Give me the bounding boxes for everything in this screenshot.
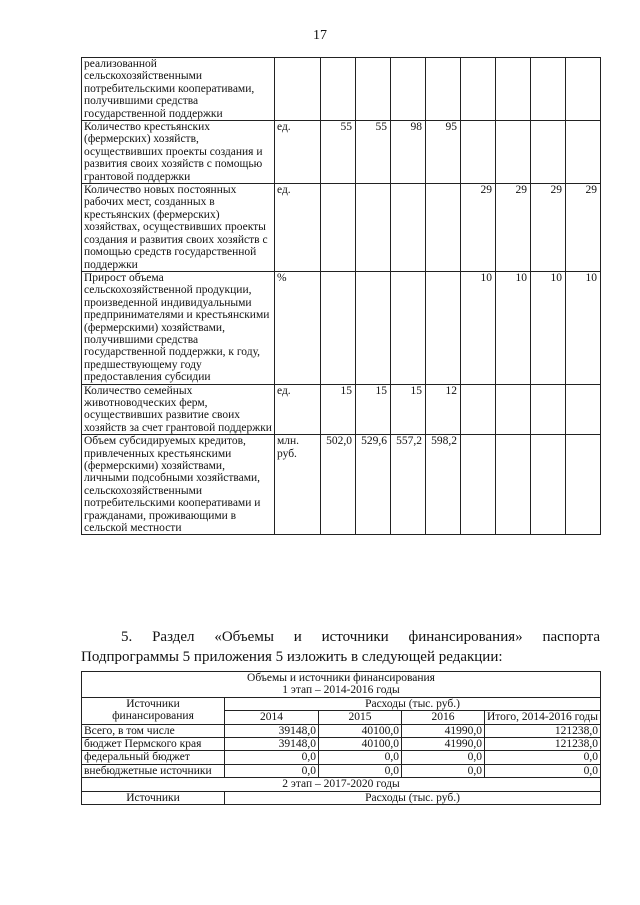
sources-header: Источники финансирования [82,697,225,724]
indicator-value: 29 [531,184,566,272]
indicator-row [82,184,601,272]
indicator-unit: % [275,271,321,384]
indicator-name: Объем субсидируемых кредитов, привлеченных крестьянскими (фермерскими) хозяйствами, личными подсобными хозяйствами, сельскохозяйственными потребительскими кооперативами и гражданами, проживающими в сельской местности [82,435,275,535]
financing-source: Всего, в том числе [82,724,225,737]
indicator-value: 29 [461,184,496,272]
indicator-value [566,384,601,435]
indicator-value: 98 [391,121,426,184]
indicator-name: Количество крестьянских (фермерских) хозяйств, осуществивших проекты создания и развития своих хозяйств с помощью грантовой поддержки [82,121,275,184]
financing-value: 0,0 [402,751,485,764]
indicator-value [496,435,531,535]
indicator-value [391,271,426,384]
indicator-value: 598,2 [426,435,461,535]
indicator-value: 502,0 [321,435,356,535]
indicator-value: 10 [461,271,496,384]
year-header: 2015 [319,711,402,724]
indicator-value [426,271,461,384]
year-header: 2016 [402,711,485,724]
indicator-value: 55 [356,121,391,184]
indicator-value [391,184,426,272]
indicator-value [461,435,496,535]
indicator-value [496,121,531,184]
indicator-value [461,384,496,435]
indicator-row [82,435,601,535]
indicator-value [566,121,601,184]
financing-title-row [82,672,601,698]
financing-value: 0,0 [319,764,402,777]
financing-value: 0,0 [225,751,319,764]
indicator-value: 12 [426,384,461,435]
indicator-name: Количество семейных животноводческих ферм, осуществивших развитие своих хозяйств за счет грантовой поддержки [82,384,275,435]
financing-value: 0,0 [225,764,319,777]
indicator-value [496,58,531,121]
indicator-unit: ед. [275,121,321,184]
paragraph-line-2: Подпрограммы 5 приложения 5 изложить в следующей редакции: [81,649,503,665]
indicator-value [321,58,356,121]
indicator-name: реализованной сельскохозяйственными потребительскими кооперативами, получившими средства государственной поддержки [82,58,275,121]
page-number: 17 [313,28,327,43]
financing-value: 0,0 [319,751,402,764]
expenses-header: Расходы (тыс. руб.) [225,697,601,710]
indicator-row [82,58,601,121]
financing-row [82,751,601,764]
financing-value: 121238,0 [485,724,601,737]
indicator-row [82,271,601,384]
indicator-value: 10 [566,271,601,384]
indicator-value: 15 [391,384,426,435]
indicator-value: 95 [426,121,461,184]
indicator-value: 557,2 [391,435,426,535]
financing-value: 0,0 [485,751,601,764]
sources-header-2: Источники [82,791,225,804]
financing-source: внебюджетные источники [82,764,225,777]
financing-source: бюджет Пермского края [82,738,225,751]
year-header: Итого, 2014-2016 годы [485,711,601,724]
financing-value: 40100,0 [319,738,402,751]
indicator-value: 29 [496,184,531,272]
indicator-value: 15 [321,384,356,435]
indicator-name: Количество новых постоянных рабочих мест, созданных в крестьянских (фермерских) хозяйствах, осуществивших проекты создания и развития своих хозяйств с помощью средств государственной поддержки [82,184,275,272]
indicator-unit: млн. руб. [275,435,321,535]
indicator-value [461,58,496,121]
indicator-value: 15 [356,384,391,435]
indicator-unit [275,58,321,121]
indicator-value [531,58,566,121]
indicator-value: 10 [496,271,531,384]
financing-row [82,764,601,777]
indicator-value: 10 [531,271,566,384]
indicator-value [461,121,496,184]
indicator-row [82,384,601,435]
financing-row [82,738,601,751]
indicator-value [531,384,566,435]
financing-value: 0,0 [402,764,485,777]
indicator-value [426,58,461,121]
financing-value: 0,0 [485,764,601,777]
stage2-header: 2 этап – 2017-2020 годы [82,778,601,791]
indicators-table [81,57,601,535]
indicator-value [356,184,391,272]
indicator-value [391,58,426,121]
indicator-value [356,58,391,121]
indicator-value: 29 [566,184,601,272]
indicator-value [426,184,461,272]
indicator-row [82,121,601,184]
financing-value: 41990,0 [402,724,485,737]
indicator-value: 55 [321,121,356,184]
indicator-value [566,435,601,535]
indicator-value [496,384,531,435]
financing-value: 40100,0 [319,724,402,737]
financing-table [81,671,601,805]
financing-source: федеральный бюджет [82,751,225,764]
paragraph-line-1: 5. Раздел «Объемы и источники финансирования» паспорта [121,629,601,645]
indicator-value [321,184,356,272]
indicator-value [531,435,566,535]
indicator-value [566,58,601,121]
indicator-value [356,271,391,384]
financing-value: 121238,0 [485,738,601,751]
financing-title: Объемы и источники финансирования 1 этап – 2014-2016 годы [82,672,601,698]
financing-row [82,724,601,737]
indicator-value [531,121,566,184]
indicator-unit: ед. [275,384,321,435]
indicator-value [321,271,356,384]
indicator-name: Прирост объема сельскохозяйственной продукции, произведенной индивидуальными предпринимателями и крестьянскими (фермерскими) хозяйствами, получившими средства государственной поддержки, к году, предшествующему году предоставления субсидии [82,271,275,384]
financing-value: 41990,0 [402,738,485,751]
expenses-header-2: Расходы (тыс. руб.) [225,791,601,804]
financing-value: 39148,0 [225,724,319,737]
indicator-value: 529,6 [356,435,391,535]
indicator-unit: ед. [275,184,321,272]
year-header: 2014 [225,711,319,724]
financing-value: 39148,0 [225,738,319,751]
